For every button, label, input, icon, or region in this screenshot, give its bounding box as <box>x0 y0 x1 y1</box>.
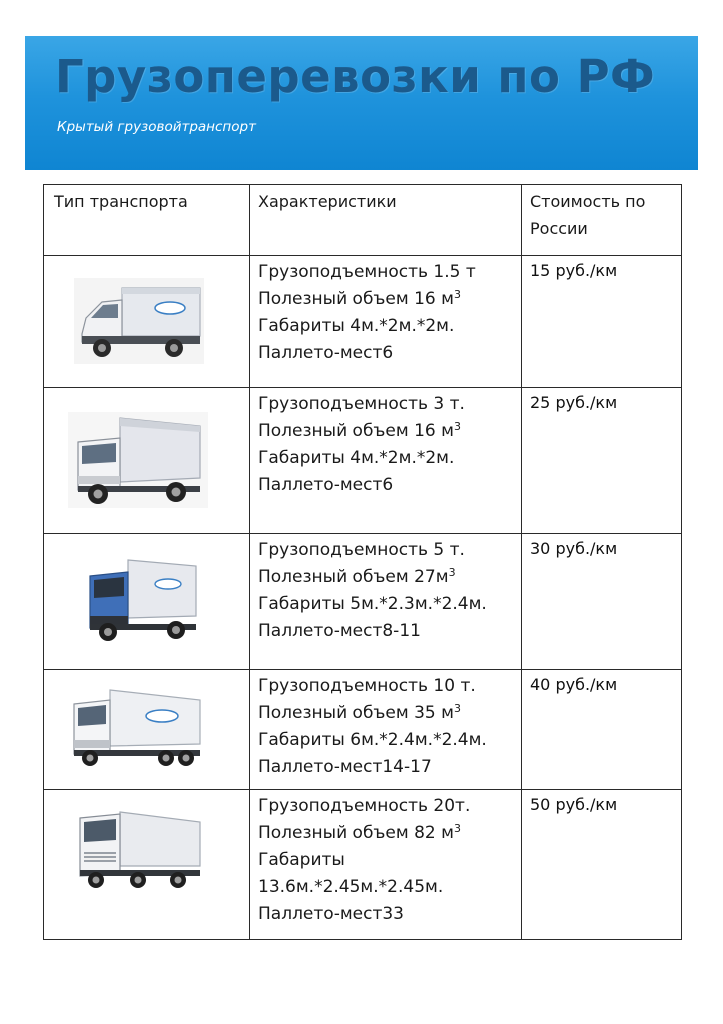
spec-dimensions: Габариты 6м.*2.4м.*2.4м. <box>258 730 487 750</box>
truck-image-cell <box>44 790 250 940</box>
spec-pallets: Паллето-мест14-17 <box>258 757 432 777</box>
spec-capacity: Грузоподъемность 20т. <box>258 796 471 816</box>
spec-pallets: Паллето-мест8-11 <box>258 621 421 641</box>
table-row <box>44 790 682 940</box>
unit-superscript: 3 <box>453 288 461 301</box>
spec-volume <box>258 564 515 591</box>
header-type: Тип транспорта <box>44 185 250 256</box>
table-row <box>44 670 682 790</box>
header-price <box>522 185 682 256</box>
price-cell: 15 руб./км <box>522 256 682 388</box>
page-title: Грузоперевозки по РФ <box>55 50 656 103</box>
price-cell: 50 руб./км <box>522 790 682 940</box>
specs-cell <box>250 256 522 388</box>
header-banner <box>25 36 698 170</box>
specs-cell <box>250 790 522 940</box>
unit-superscript: 3 <box>448 566 456 579</box>
spec-pallets: Паллето-мест33 <box>258 904 404 924</box>
specs-cell <box>250 670 522 790</box>
truck-image-cell <box>44 670 250 790</box>
spec-volume <box>258 286 515 313</box>
spec-volume <box>258 700 515 727</box>
price-cell: 40 руб./км <box>522 670 682 790</box>
spec-pallets: Паллето-мест6 <box>258 343 394 363</box>
spec-capacity: Грузоподъемность 1.5 т <box>258 262 476 282</box>
truck-image-cell <box>44 534 250 670</box>
specs-cell <box>250 388 522 534</box>
semi-trailer-truck-icon <box>78 806 204 892</box>
table-header-row <box>44 185 682 256</box>
spec-volume-text: Полезный объем 16 м <box>258 289 454 309</box>
spec-volume <box>258 820 515 847</box>
truck-image-cell <box>44 256 250 388</box>
spec-dimensions: Габариты 4м.*2м.*2м. <box>258 448 455 468</box>
spec-volume-text: Полезный объем 82 м <box>258 823 454 843</box>
table-row <box>44 534 682 670</box>
page-subtitle: Крытый грузовойтранспорт <box>57 119 256 135</box>
medium-box-truck-icon <box>68 412 208 508</box>
blue-cab-box-truck-icon <box>84 556 200 642</box>
unit-superscript: 3 <box>453 420 461 433</box>
table-row <box>44 388 682 534</box>
truck-image-cell <box>44 388 250 534</box>
spec-capacity: Грузоподъемность 5 т. <box>258 540 465 560</box>
spec-volume-text: Полезный объем 16 м <box>258 421 454 441</box>
table-row <box>44 256 682 388</box>
spec-volume <box>258 418 515 445</box>
price-cell: 30 руб./км <box>522 534 682 670</box>
header-price-line2: России <box>530 219 588 238</box>
price-table <box>43 184 682 940</box>
header-price-line1: Стоимость по <box>530 192 646 211</box>
spec-pallets: Паллето-мест6 <box>258 475 394 495</box>
spec-dimensions: Габариты 5м.*2.3м.*2.4м. <box>258 594 487 614</box>
spec-dimensions: 13.6м.*2.45м.*2.45м. <box>258 877 444 897</box>
spec-volume-text: Полезный объем 35 м <box>258 703 454 723</box>
header-specs: Характеристики <box>250 185 522 256</box>
heavy-box-truck-icon <box>70 686 204 768</box>
price-cell: 25 руб./км <box>522 388 682 534</box>
specs-cell <box>250 534 522 670</box>
light-van-truck-icon <box>74 278 204 364</box>
spec-capacity: Грузоподъемность 3 т. <box>258 394 465 414</box>
spec-dimensions-label: Габариты <box>258 850 345 870</box>
unit-superscript: 3 <box>453 822 461 835</box>
unit-superscript: 3 <box>453 702 461 715</box>
spec-dimensions: Габариты 4м.*2м.*2м. <box>258 316 455 336</box>
spec-volume-text: Полезный объем 27м <box>258 567 449 587</box>
spec-capacity: Грузоподъемность 10 т. <box>258 676 476 696</box>
